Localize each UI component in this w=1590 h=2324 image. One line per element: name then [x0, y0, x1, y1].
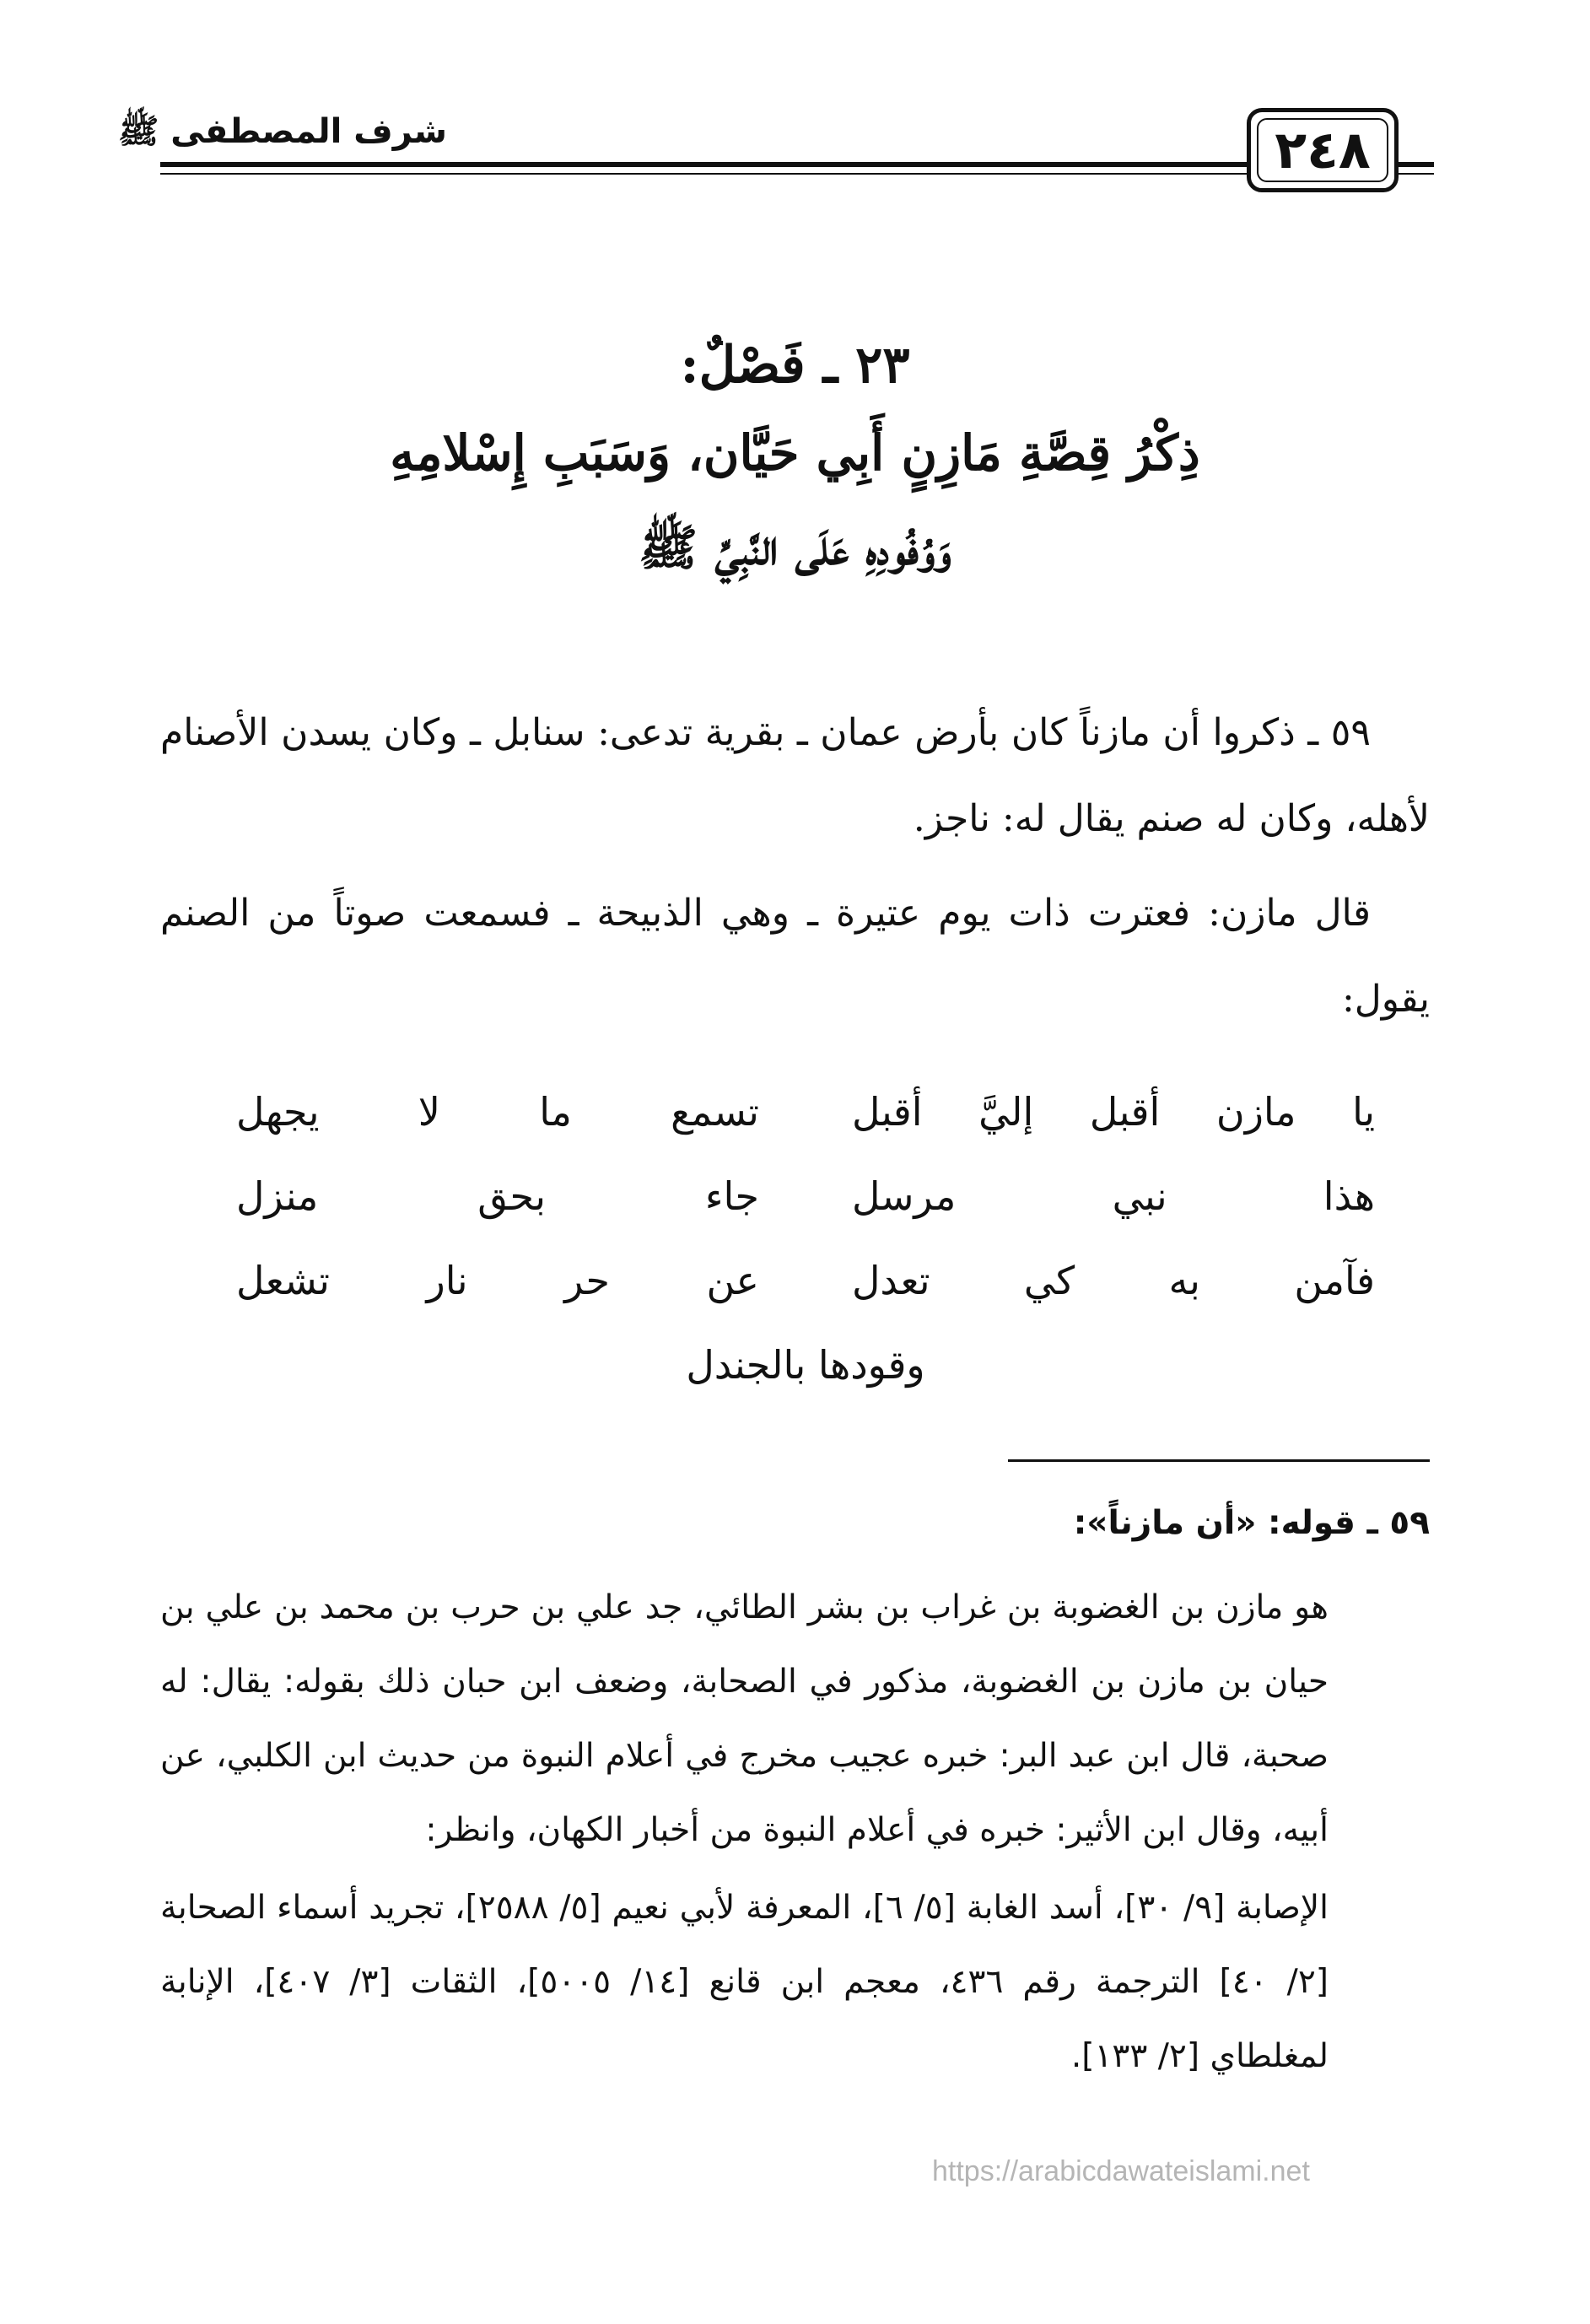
footnote-body: هو مازن بن الغضوبة بن غراب بن بشر الطائي، جد علي بن حرب بن محمد بن علي بن حيان بن مازن بن الغضوبة، مذكور في الصحابة، وضعف ابن حبان ذلك بقوله: يقال: له صحبة، قال ابن عبد البر: خبره عجيب مخرج في أعلام النبوة من حديث ابن الكلبي، عن أبيه، وقال ابن الأثير: خبره في أعلام النبوة من أخبار الكهان، وانظر:: [160, 1588, 1329, 1849]
footnote-heading: ٥٩ ـ قوله: «أن مازناً»:: [1073, 1504, 1430, 1542]
poem-hemistich-left: جاء بحق منزل: [236, 1173, 759, 1219]
running-title: شرف المصطفى ﷺ: [117, 112, 447, 151]
poem-verse: [236, 1154, 1375, 1238]
poem-hemistich-left: تسمع ما لا يجهل: [236, 1089, 759, 1135]
poem-hemistich-right: يا مازن أقبل إليَّ أقبل: [852, 1089, 1375, 1135]
page-header: [0, 0, 1590, 219]
poem: [236, 1070, 1375, 1407]
main-paragraph-2: قال مازن: فعترت ذات يوم عتيرة ـ وهي الذبيحة ـ فسمعت صوتاً من الصنم يقول:: [160, 892, 1430, 1021]
chapter-heading: [160, 325, 1430, 595]
header-rule-right-thick: [1396, 162, 1434, 167]
main-paragraph-1: ٥٩ ـ ذكروا أن مازناً كان بأرض عمان ـ بقرية تدعى: سنابل ـ وكان يسدن الأصنام لأهله، وكان له صنم يقال له: ناجز.: [160, 711, 1430, 840]
poem-verse: [236, 1070, 1375, 1154]
footnote-references: الإصابة [٩/ ٣٠]، أسد الغابة [٥/ ٦]، المعرفة لأبي نعيم [٥/ ٢٥٨٨]، تجريد أسماء الصحابة [٢/ ٤٠] الترجمة رقم ٤٣٦، معجم ابن قانع [١٤/ ٥٠٠٥]، الثقات [٣/ ٤٠٧]، الإنابة لمغلطاي [٢/ ١٣٣].: [160, 1889, 1329, 2075]
footnote-separator: [1008, 1459, 1430, 1462]
poem-verse: [236, 1238, 1375, 1323]
main-text: [160, 690, 1430, 1043]
page-number-box: [1247, 108, 1399, 192]
header-rule-right-thin: [1396, 173, 1434, 175]
chapter-title-line-1: ذِكْرُ قِصَّةِ مَازِنٍ أَبِي حَيَّان، وَسَبَبِ إِسْلامِهِ: [390, 424, 1200, 482]
poem-hemistich-right: هذا نبي مرسل: [852, 1173, 1375, 1219]
header-rule-thin: [160, 173, 1257, 175]
footnote: [160, 1486, 1430, 2094]
chapter-number: ٢٣ ـ فَصْلٌ:: [680, 336, 910, 395]
poem-hemistich-left: عن حر نار تشعل: [236, 1258, 759, 1303]
watermark-url: https://arabicdawateislami.net: [932, 2155, 1310, 2187]
chapter-title-line-2: وَوُفُودِهِ عَلَى النَّبِيِّ ﷺ: [639, 519, 951, 576]
poem-last-line: وقودها بالجندل: [686, 1342, 925, 1388]
poem-hemistich-right: فآمن به كي تعدل: [852, 1258, 1375, 1303]
header-rule-thick: [160, 162, 1257, 167]
page-number: ٢٤٨: [1275, 119, 1371, 181]
